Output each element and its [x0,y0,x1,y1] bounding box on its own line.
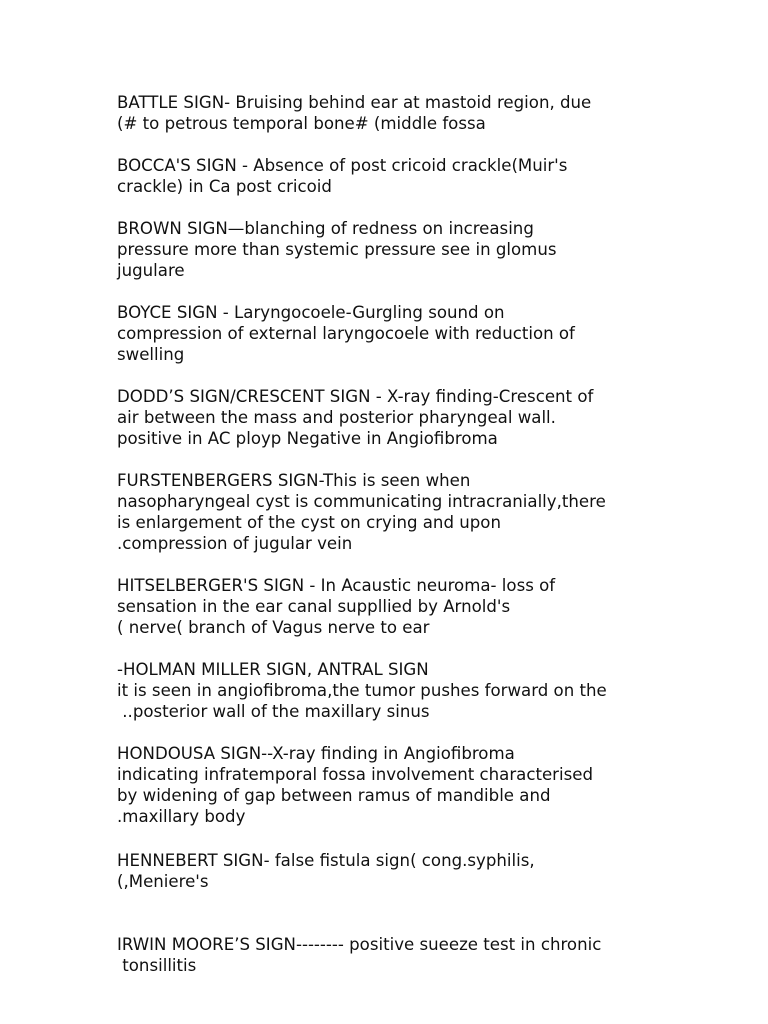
text-line: DODD’S SIGN/CRESCENT SIGN - X-ray finding-Crescent of [117,387,594,406]
text-line: -HOLMAN MILLER SIGN, ANTRAL SIGN [117,660,429,679]
paragraph-hitselbergers-sign [117,575,757,638]
paragraph-brown-sign [117,218,757,281]
paragraph-battle-sign [117,92,757,134]
text-line: swelling [117,345,185,364]
paragraph-irwin-moores-sign [117,934,757,976]
text-line: HITSELBERGER'S SIGN - In Acaustic neuroma- loss of [117,576,556,595]
text-line: jugulare [117,261,185,280]
text-line: .maxillary body [117,807,246,826]
text-line: BATTLE SIGN- Bruising behind ear at mastoid region, due [117,93,592,112]
text-line: compression of external laryngocoele with reduction of [117,324,575,343]
paragraph-hennebert-sign [117,850,757,892]
text-line: air between the mass and posterior pharyngeal wall. [117,408,556,427]
text-line: BOYCE SIGN - Laryngocoele-Gurgling sound on [117,303,505,322]
paragraph-boyce-sign [117,302,757,365]
paragraph-holman-miller-sign [117,659,757,722]
text-line: BOCCA'S SIGN - Absence of post cricoid crackle(Muir's [117,156,568,175]
text-line: it is seen in angiofibroma,the tumor pushes forward on the [117,681,607,700]
text-line: nasopharyngeal cyst is communicating intracranially,there [117,492,606,511]
text-line: BROWN SIGN—blanching of redness on increasing [117,219,534,238]
text-line: ( nerve( branch of Vagus nerve to ear [117,618,430,637]
text-line: indicating infratemporal fossa involvement characterised [117,765,594,784]
text-line: ..posterior wall of the maxillary sinus [117,702,430,721]
text-line: by widening of gap between ramus of mandible and [117,786,551,805]
text-line: IRWIN MOORE’S SIGN-------- positive sueeze test in chronic [117,935,602,954]
text-line: positive in AC ployp Negative in Angiofibroma [117,429,498,448]
text-line: (# to petrous temporal bone# (middle fossa [117,114,486,133]
text-line: is enlargement of the cyst on crying and upon [117,513,501,532]
text-line: sensation in the ear canal suppllied by Arnold's [117,597,511,616]
text-line: crackle) in Ca post cricoid [117,177,332,196]
paragraph-hondousa-sign [117,743,757,827]
text-line: pressure more than systemic pressure see in glomus [117,240,557,259]
paragraph-furstenbergers-sign [117,470,757,554]
paragraph-boccas-sign [117,155,757,197]
text-line: .compression of jugular vein [117,534,353,553]
text-line: HONDOUSA SIGN--X-ray finding in Angiofibroma [117,744,515,763]
text-line: FURSTENBERGERS SIGN-This is seen when [117,471,471,490]
paragraph-dodds-sign [117,386,757,449]
text-line: tonsillitis [117,956,197,975]
text-line: (,Meniere's [117,872,209,891]
text-line: HENNEBERT SIGN- false fistula sign( cong.syphilis, [117,851,535,870]
